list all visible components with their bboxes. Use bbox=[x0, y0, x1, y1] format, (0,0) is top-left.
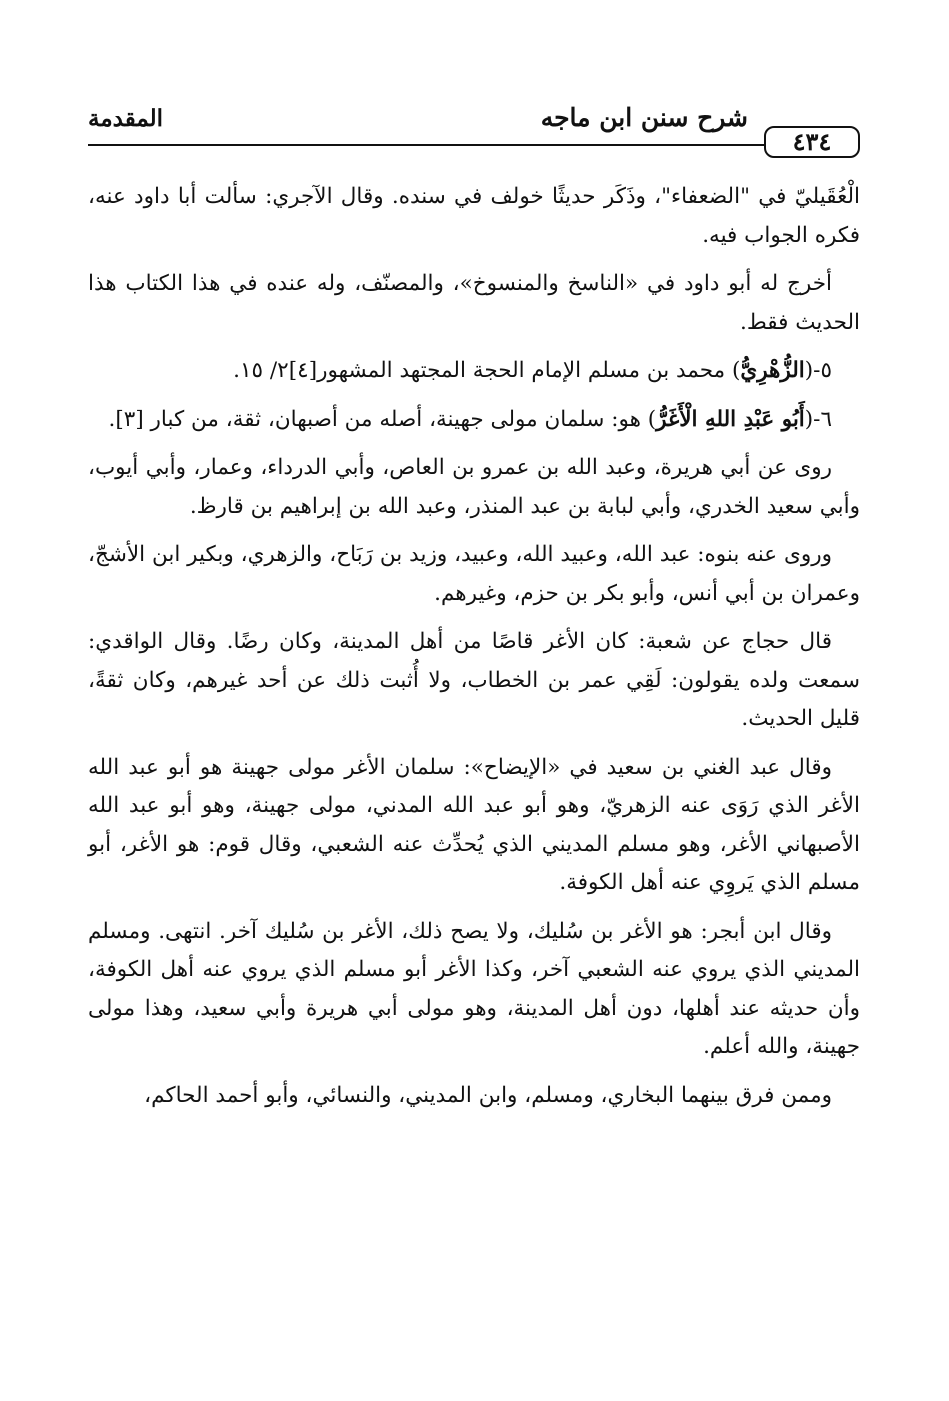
page-header bbox=[88, 98, 860, 162]
paragraph-text: أخرج له أبو داود في «الناسخ والمنسوخ»، والمصنّف، وله عنده في هذا الكتاب هذا الحديث فقط. bbox=[88, 271, 860, 335]
paragraph-text: قال حجاج عن شعبة: كان الأغر قاصًا من أهل المدينة، وكان رضًا. وقال الواقدي: سمعت ولده يقولون: لَقِي عمر بن الخطاب، ولا أُثبت ذلك عن أحد غيرهم، وكان ثقةً، قليل الحديث. bbox=[88, 629, 860, 731]
paragraph bbox=[88, 623, 860, 739]
paragraph-text: وممن فرق بينهما البخاري، ومسلم، وابن المديني، والنسائي، وأبو أحمد الحاكم، bbox=[144, 1082, 832, 1108]
narrator-name: أَبُو عَبْدِ اللهِ الْأَغَرُّ bbox=[656, 406, 805, 432]
paragraph bbox=[88, 265, 860, 342]
paragraph bbox=[88, 1077, 860, 1116]
paragraph-text: ) هو: سلمان مولى جهينة، أصله من أصبهان، ثقة، من كبار [٣]. bbox=[108, 406, 657, 432]
paragraph-text: وقال ابن أبجر: هو الأغر بن سُليك، ولا يصح ذلك، الأغر بن سُليك آخر. انتهى. ومسلم المديني الذي يروي عنه الشعبي آخر، وكذا الأغر أبو مسلم الذي يروي عنه أهل الكوفة، وأن حديثه عند أهلها، دون أهل المدينة، وهو مولى أبي هريرة وأبي سعيد، وهذا مولى جهينة، والله أعلم. bbox=[88, 918, 860, 1059]
paragraph-text: الْعُقَيليّ في "الضعفاء"، وذَكَر حديثًا خولف في سنده. وقال الآجري: سألت أبا داود عنه، فكره الجواب فيه. bbox=[88, 184, 860, 248]
paragraph-text: ) محمد بن مسلم الإمام الحجة المجتهد المشهور[٤]٢/ ١٥. bbox=[233, 358, 741, 383]
page-number-badge: ٤٣٤ bbox=[764, 126, 860, 158]
paragraph bbox=[88, 178, 860, 255]
paragraph-text: ٦-( bbox=[804, 406, 832, 432]
narrator-name: الزُّهْرِيُّ bbox=[740, 358, 805, 383]
paragraph bbox=[88, 913, 860, 1067]
section-title: المقدمة bbox=[88, 105, 164, 132]
page-body bbox=[88, 178, 860, 1125]
paragraph bbox=[88, 352, 860, 391]
paragraph bbox=[88, 449, 860, 526]
paragraph-text: وقال عبد الغني بن سعيد في «الإيضاح»: سلمان الأغر مولى جهينة هو أبو عبد الله الأغر الذي رَوَى عنه الزهريّ، وهو أبو عبد الله المدني، مولى جهينة، وهو أبو عبد الله الأصبهاني الأغر، وهو مسلم المديني الذي يُحدِّث عنه الشعبي، وقال قوم: هو الأغر، أبو مسلم الذي يَروِي عنه أهل الكوفة. bbox=[88, 754, 860, 895]
book-title: شرح سنن ابن ماجه bbox=[540, 103, 748, 132]
paragraph-text: وروى عنه بنوه: عبد الله، وعبيد الله، وعبيد، وزيد بن رَبَاح، والزهري، وبكير ابن الأشجّ، وعمران بن أبي أنس، وأبو بكر بن حزم، وغيرهم. bbox=[88, 542, 860, 606]
paragraph bbox=[88, 749, 860, 903]
paragraph-text: روى عن أبي هريرة، وعبد الله بن عمرو بن العاص، وأبي الدرداء، وعمار، وأبي أيوب، وأبي سعيد الخدري، وأبي لبابة بن عبد المنذر، وعبد الله بن إبراهيم بن قارظ. bbox=[88, 455, 860, 519]
header-rule bbox=[88, 144, 764, 146]
paragraph bbox=[88, 401, 860, 440]
paragraph bbox=[88, 536, 860, 613]
paragraph-text: ٥-( bbox=[804, 358, 832, 383]
